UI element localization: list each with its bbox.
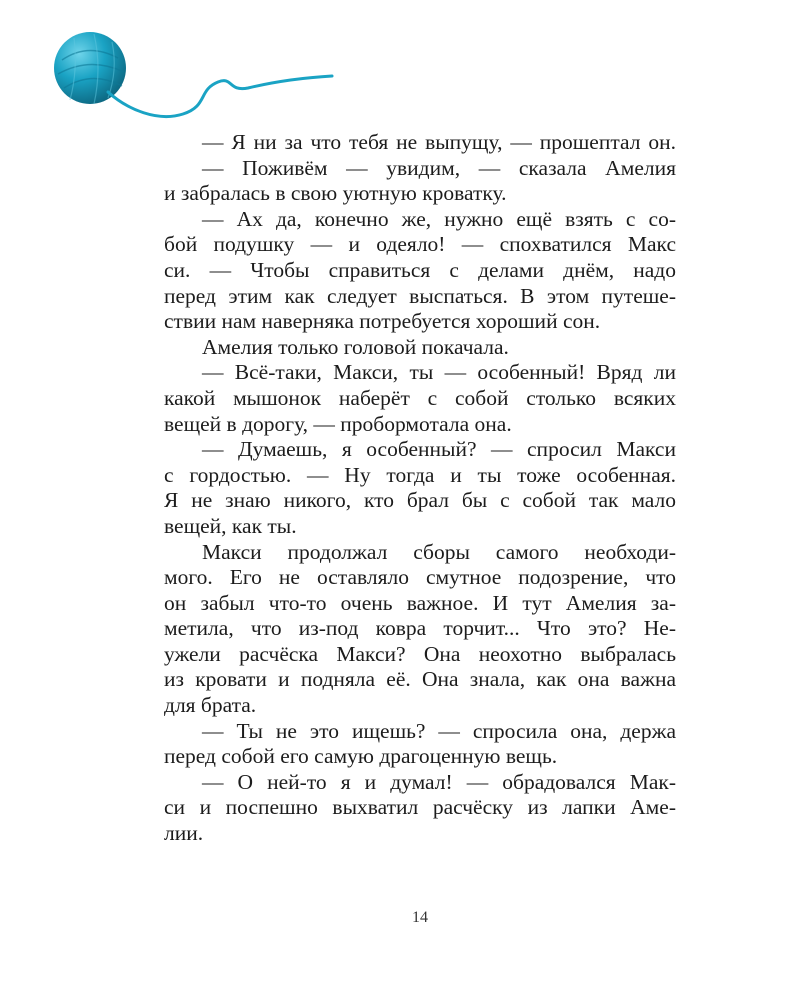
text-line: си. — Чтобы справиться с делами днём, надо (164, 257, 676, 282)
text-line: ужели расчёска Макси? Она неохотно выбралась (164, 641, 676, 666)
text-line: Я не знаю никого, кто брал бы с собой так мало (164, 488, 676, 513)
text-line: мого. Его не оставляло смутное подозрение, что (164, 565, 676, 590)
text-line: Макси продолжал сборы самого необходи- (202, 539, 676, 564)
text-line: вещей в дорогу, — пробормотала она. (164, 411, 512, 436)
story-text (164, 130, 676, 847)
text-line: бой подушку — и одеяло! — спохватился Макс (164, 232, 676, 257)
text-line: Амелия только головой покачала. (202, 334, 509, 359)
text-line: и забралась в свою уютную кроватку. (164, 181, 507, 206)
text-line: для брата. (164, 693, 257, 718)
text-line: из кровати и подняла её. Она знала, как она важна (164, 667, 676, 692)
text-line: перед этим как следует выспаться. В этом путеше- (164, 283, 676, 308)
text-line: — Думаешь, я особенный? — спросил Макси (202, 437, 676, 462)
text-line: метила, что из-под ковра торчит... Что это? Не- (164, 616, 676, 641)
text-line: с гордостью. — Ну тогда и ты тоже особенная. (164, 462, 676, 487)
text-line: си и поспешно выхватил расчёску из лапки Аме- (164, 795, 676, 820)
text-line: — О ней-то я и думал! — обрадовался Мак- (202, 769, 676, 794)
text-line: он забыл что-то очень важное. И тут Амелия за- (164, 590, 676, 615)
text-line: перед собой его самую драгоценную вещь. (164, 744, 558, 769)
yarn-ball-icon (48, 30, 348, 130)
text-line: — Ты не это ищешь? — спросила она, держа (202, 718, 676, 743)
text-line: ствии нам наверняка потребуется хороший сон. (164, 309, 601, 334)
text-line: — Всё-таки, Макси, ты — особенный! Вряд ли (202, 360, 676, 385)
text-line: лии. (164, 821, 204, 846)
text-line: — Я ни за что тебя не выпущу, — прошептал он. (202, 130, 676, 154)
text-line: — Ах да, конечно же, нужно ещё взять с со- (202, 206, 676, 231)
text-line: — Поживём — увидим, — сказала Амелия (202, 155, 676, 180)
page-number: 14 (412, 909, 428, 926)
text-line: какой мышонок наберёт с собой столько всяких (164, 385, 676, 410)
text-line: вещей, как ты. (164, 513, 297, 538)
